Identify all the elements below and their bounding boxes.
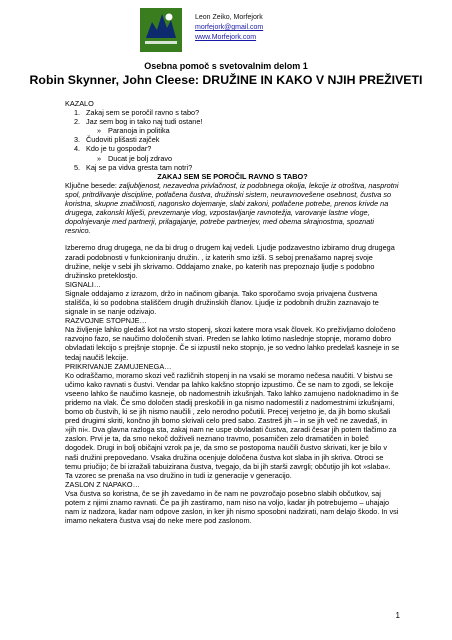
toc-item[interactable]: 4. Kdo je tu gospodar? bbox=[74, 144, 152, 154]
document-title: Robin Skynner, John Cleese: DRUŽINE IN KAKO V NJIH PREŽIVETI bbox=[29, 73, 423, 87]
hiding-paragraph: Ko odraščamo, moramo skozi več različnih stopenj in na vsaki se moramo nečesa naučiti. V bistvu se učimo kako ravnati s čustvi. Vendar pa lahko kakšno stopnjo izpustimo. Če se nam to zgodi, se lekcije vseeno lahko še naučimo kasneje, ob nadomestnih izkušnjah. Tako lahko zamujeno nadoknadimo in še pridemo na vlak. Če smo določen stadij preskočili in ga nismo nadomestili z nadomestnimi izkušnjami, bomo ob čustvih, ki se jih nismo naučili , zelo nerodno počutili. Precej verjetno je, da jih bomo skušali pred drugimi skriti, končno jih bomo skrivali celo pred sabo. Zastreš jih – in se jih več ne zavedaš, in »jih ni«. Dva glavna razloga sta, zakaj nam ne uspe obvladati čustva, zaradi česar jih potem tlačimo za zaslon. Prvi je ta, da smo nekoč doživeli neznano travmo, posamičen zelo dramatičen in boleč dogodek. Drugi in bolj običajni vzrok pa je, da smo se postopoma naučili čustvo skrivati, ker je bilo v naši družini prepovedano. Vsaka družina ocenjuje določena čustva kot slaba in jih skriva. Otroci se temu priučijo; če bi izražali tabuizirana čustva, tvegajo, da bi jih starši zavrgli; občutijo jih kot »slaba«. Ta vzorec se prenaša na vso družino in tudi iz generacije v generacijo. bbox=[65, 370, 399, 480]
screen-paragraph: Vsa čustva so koristna, če se jih zavedamo in če nam ne povzročajo posebno slabih občutkov, saj potem z njimi znamo ravnati. Če pa jih zastiramo, nam niso na voljo, kadar jih potrebujemo – uhajajo nam iz nadzora, kadar nam odpove zaslon, in ker jih nismo sposobni nadzirati, nam delajo škodo. In vsi imamo nekatera čustva vsaj do neke mere pod zaslonom. bbox=[65, 488, 399, 526]
toc-item[interactable]: 1. Zakaj sem se poročil ravno s tabo? bbox=[74, 108, 200, 118]
keywords-paragraph bbox=[65, 181, 400, 236]
section-heading: ZAKAJ SEM SE POROČIL RAVNO S TABO? bbox=[157, 171, 308, 181]
subheading-stages: RAZVOJNE STOPNJE… bbox=[65, 316, 147, 326]
toc-item[interactable]: 2. Jaz sem bog in tako naj tudi ostane! bbox=[74, 117, 203, 127]
morfejork-logo bbox=[140, 8, 182, 52]
author-name: Leon Zeiko, Morfejork bbox=[195, 14, 263, 21]
keywords-text: zaljubljenost, nezavedna privlačnost, iz podobnega okolja, lekcije iz otroštva, nasprotni spol, pritrdilvanje discipline, potlačena čustva, družinski sistem, neuravnovešene osebnost, čustva so koristna, skupne značilnosti, nagonsko dojemanje, slabi zakoni, potlačene potrebe, prenos krivde na drugega, zakonski kliješi, prevzemanje vlog, vzpostavljanje ravnotežja, varovanje lastne vloge, dopolnjevanje med partnerji, prilagajanje, potrebe partnerjev, med obema skrajnostma, spoznati resnico. bbox=[65, 180, 399, 236]
toc-heading: KAZALO bbox=[65, 99, 94, 108]
header bbox=[140, 8, 320, 54]
subheading-screen: ZASLON Z NAPAKO… bbox=[65, 479, 140, 489]
signals-paragraph: Signale oddajamo z izrazom, držo in načinom gibanja. Tako sporočamo svoja privajena čustvena stališča, ki so podobna stališčem drugih družinskih članov. Ljudje iz podobnih družin zaznavajo te signale in se nanje odzivajo. bbox=[65, 288, 379, 317]
table-of-contents bbox=[65, 108, 400, 172]
email-link[interactable]: morfejork@gmail.com bbox=[195, 24, 264, 31]
intro-paragraph: Izberemo drug drugega, ne da bi drug o drugem kaj vedeli. Ljudje podzavestno izbiramo drug drugega zaradi podobnosti v funkcioniranju družin. , iz katerih smo izšli. S seboj prenašamo naprej svoje družine, nekje v sebi jih skrivamo. Oddajamo znake, po katerih nas prepoznajo ljudje s podobno družinsko preteklostjo. bbox=[65, 243, 395, 280]
toc-subitem[interactable]: » Ducat je bolj zdravo bbox=[97, 153, 173, 163]
stages-paragraph: Na življenje lahko gledaš kot na vrsto stopenj, skozi katere mora vsak človek. Ko preživljamo določeno razvojno fazo, se naučimo določenih stvari. Preden se lahko lotimo naslednje stopnje, moramo dobro obvladati lekcijo s prejšnje stopnje. Če si izpustil neko stopnjo, je so vedno lahko predelaš kasneje in se tedaj naučiš lekcije. bbox=[65, 325, 400, 362]
keywords-label: Ključne besede: bbox=[65, 180, 117, 190]
document-body bbox=[65, 99, 400, 525]
toc-item[interactable]: 5. Kaj se pa vidva gresta tam notri? bbox=[74, 162, 193, 172]
website-link[interactable]: www.Morfejork.com bbox=[195, 34, 257, 41]
page-number: 1 bbox=[395, 611, 400, 620]
subheading-hiding: PRIKRIVANJE ZAMUJENEGA… bbox=[65, 361, 172, 371]
toc-subitem[interactable]: » Paranoja in politika bbox=[97, 126, 170, 136]
subheading-signals: SIGNALI… bbox=[65, 279, 102, 289]
toc-item[interactable]: 3. Čudoviti plišasti zajček bbox=[74, 135, 160, 145]
document-subtitle: Osebna pomoč s svetovalnim delom 1 bbox=[144, 61, 308, 71]
